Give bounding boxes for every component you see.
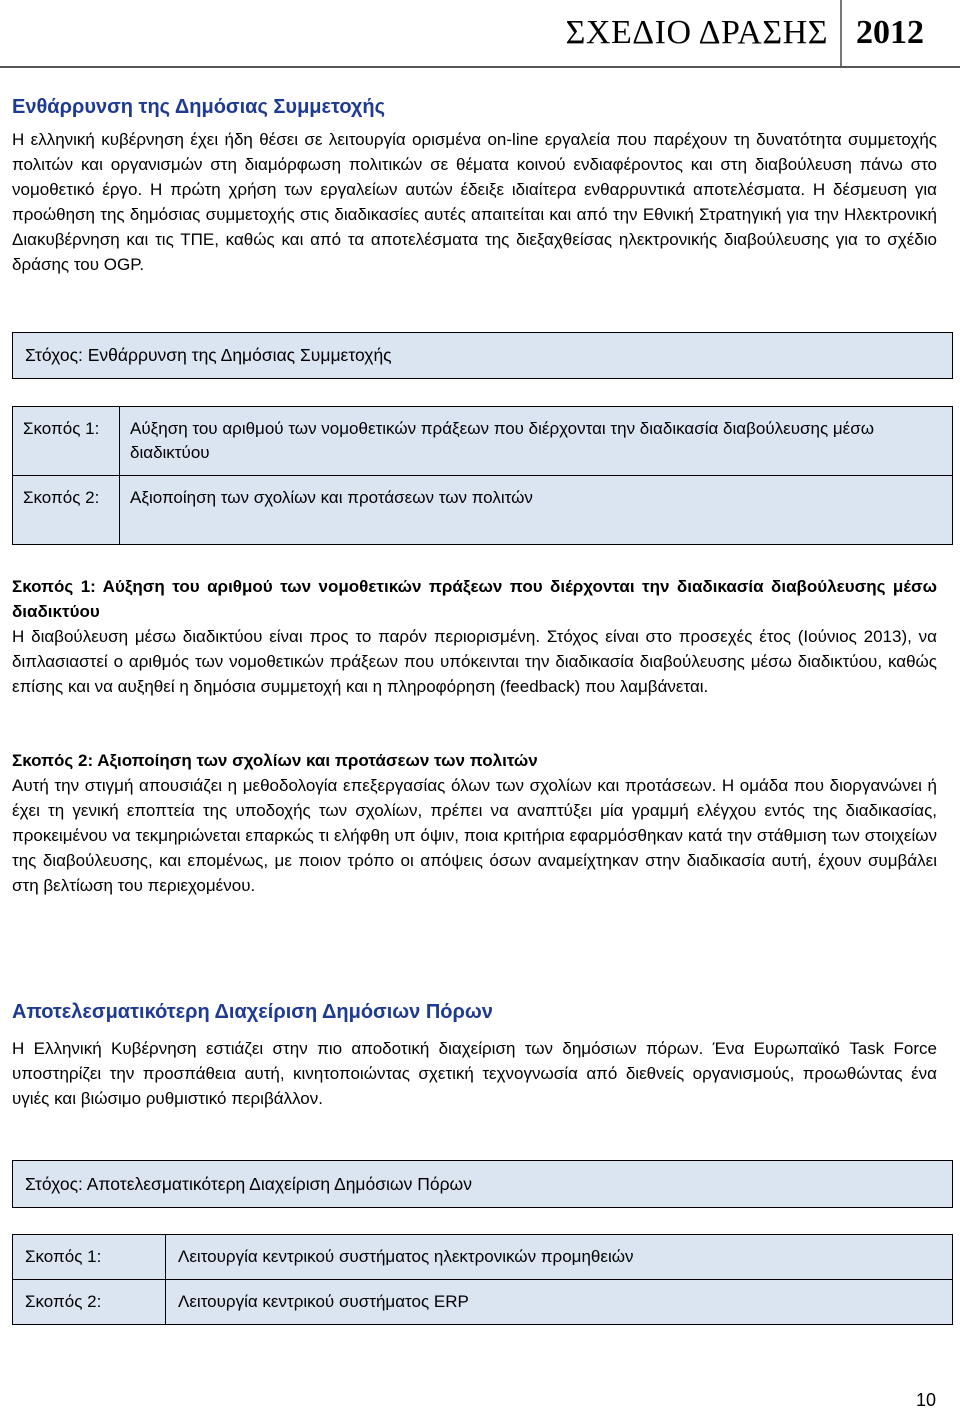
page-number: 10: [915, 1390, 936, 1410]
aim-text: Αξιοποίηση των σχολίων και προτάσεων των πολιτών: [120, 476, 953, 545]
aim-label: Σκοπός 1:: [13, 1235, 166, 1280]
aim2-heading: Σκοπός 2: Αξιοποίηση των σχολίων και προτάσεων των πολιτών: [12, 751, 538, 770]
goal-box-1: Στόχος: Ενθάρρυνση της Δημόσιας Συμμετοχής: [12, 332, 953, 379]
aim1-text: Η διαβούλευση μέσω διαδικτύου είναι προς το παρόν περιορισμένη. Στόχος είναι στο προσεχές έτος (Ιούνιος 2013), να διπλασιαστεί ο αριθμός των νομοθετικών πράξεων που υπόκεινται την διαδικασία διαβούλευσης μέσω διαδικτύου, καθώς επίσης και να αυξηθεί η δημόσια συμμετοχή και η πληροφόρηση (feedback) που λαμβάνεται.: [12, 627, 937, 696]
aim2-text: Αυτή την στιγμή απουσιάζει η μεθοδολογία επεξεργασίας όλων των σχολίων και προτάσεων. Η ομάδα που διοργανώνει ή έχει τη γενική εποπτεία της υποδοχής των σχολίων, πρέπει να αναπτύξει μία γραμμή ελέγχου εντός της διαδικασίας, προκειμένου να τεκμηριώνεται επαρκώς τι ελήφθη υπ όψιν, ποια κριτήρια εφαρμόσθηκαν κατά την στάθμιση των στοιχείων της διαβούλευσης, και επομένως, με ποιον τρόπο οι απόψεις όσων αναμείχτηκαν στην διαδικασία αυτή, έχουν συμβάλει στη βελτίωση του περιεχομένου.: [12, 776, 937, 895]
aim-label: Σκοπός 1:: [13, 407, 120, 476]
document-title: ΣΧΕΔΙΟ ΔΡΑΣΗΣ: [566, 0, 842, 66]
aim-text: Λειτουργία κεντρικού συστήματος ηλεκτρονικών προμηθειών: [166, 1235, 953, 1280]
table-row: [13, 476, 953, 545]
section2-intro: Η Ελληνική Κυβέρνηση εστιάζει στην πιο αποδοτική διαχείριση των δημόσιων πόρων. Ένα Ευρωπαϊκό Task Force υποστηρίζει την προσπάθεια αυτή, κινητοποιώντας σχετική τεχνογνωσία από διεθνείς οργανισμούς, προωθώντας ένα υγιές και βιώσιμο ρυθμιστικό περιβάλλον.: [12, 1039, 937, 1108]
aim-text: Αύξηση του αριθμού των νομοθετικών πράξεων που διέρχονται την διαδικασία διαβούλευσης μέσω διαδικτύου: [120, 407, 953, 476]
aim-text: Λειτουργία κεντρικού συστήματος ERP: [166, 1280, 953, 1325]
table-row: [13, 1235, 953, 1280]
goal-box-2: Στόχος: Αποτελεσματικότερη Διαχείριση Δημόσιων Πόρων: [12, 1160, 953, 1208]
page-header: [566, 0, 960, 66]
aim1-heading: Σκοπός 1: Αύξηση του αριθμού των νομοθετικών πράξεων που διέρχονται την διαδικασία διαβούλευσης μέσω διαδικτύου: [12, 577, 937, 621]
section-heading-public-resources: Αποτελεσματικότερη Διαχείριση Δημόσιων Πόρων: [12, 1001, 493, 1023]
table-row: [13, 1280, 953, 1325]
aims-table-1: [12, 406, 953, 545]
aims-table-2: [12, 1234, 953, 1325]
aim-label: Σκοπός 2:: [13, 1280, 166, 1325]
section-heading-public-participation: Ενθάρρυνση της Δημόσιας Συμμετοχής: [12, 96, 386, 118]
document-year: 2012: [856, 14, 924, 51]
table-row: [13, 407, 953, 476]
aim-label: Σκοπός 2:: [13, 476, 120, 545]
header-divider: [0, 66, 960, 68]
section1-intro: Η ελληνική κυβέρνηση έχει ήδη θέσει σε λειτουργία ορισμένα on-line εργαλεία που παρέχουν τη δυνατότητα συμμετοχής πολιτών και οργανισμών στη διαμόρφωση πολιτικών σε θέματα κοινού ενδιαφέροντος και στη διαβούλευση πάνω στο νομοθετικό έργο. Η πρώτη χρήση των εργαλείων αυτών έδειξε ιδιαίτερα ενθαρρυντικά αποτελέσματα. Η δέσμευση για προώθηση της δημόσιας συμμετοχής στις διαδικασίες αυτές απαιτείται και από την Εθνική Στρατηγική για την Ηλεκτρονική Διακυβέρνηση και τις ΤΠΕ, καθώς και από τα αποτελέσματα της διεξαχθείσας ηλεκτρονικής διαβούλευσης για το σχέδιο δράσης του OGP.: [12, 130, 937, 274]
